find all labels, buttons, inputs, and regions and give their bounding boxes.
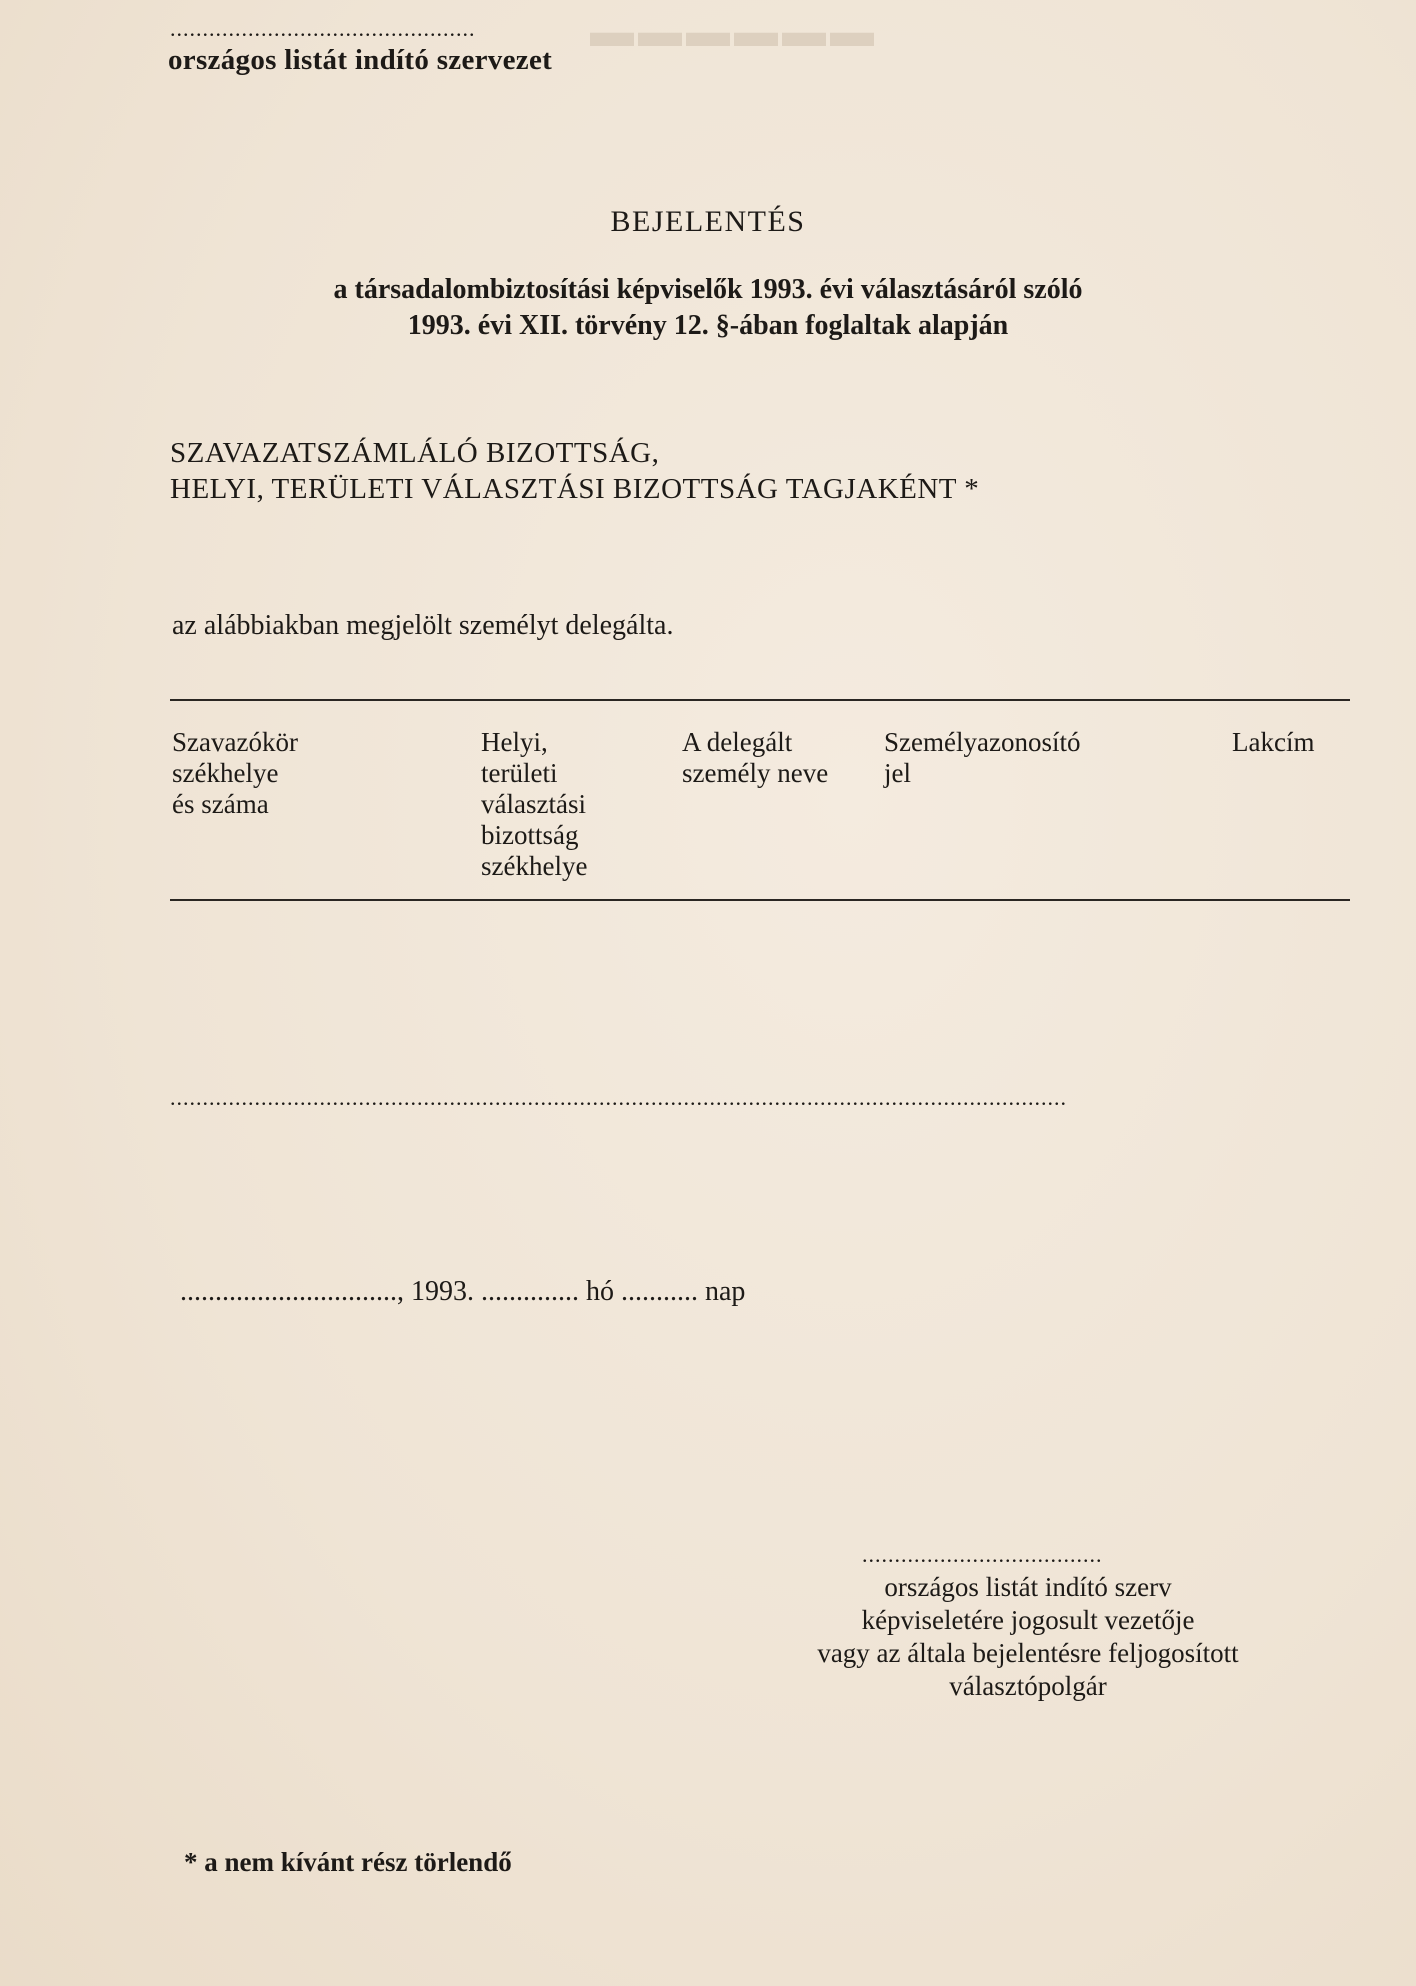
column-header-address: Lakcím [1232,727,1315,757]
table-top-rule [170,699,1350,701]
organization-dotted-line: ............................................... [170,18,476,40]
signature-dotted-line: ..................................... [862,1544,1103,1566]
column-header-personal-id: Személyazonosító jel [884,727,1081,788]
committee-line-2: HELYI, TERÜLETI VÁLASZTÁSI BIZOTTSÁG TAGJAKÉNT * [170,473,980,505]
signer-line-3: vagy az általa bejelentésre feljogosított [817,1638,1239,1668]
legal-basis-line-1: a társadalombiztosítási képviselők 1993. évi választásáról szóló [333,274,1083,305]
day-dots: ........... [621,1276,698,1307]
place-dots: ............................... [180,1276,397,1307]
month-label: hó [586,1276,614,1307]
column-header-polling-station: Szavazókör székhelye és száma [172,727,298,819]
signer-line-1: országos listát indító szerv [884,1572,1172,1602]
footnote: * a nem kívánt rész törlendő [184,1847,512,1877]
day-label: nap [705,1276,746,1307]
delegation-statement: az alábbiakban megjelölt személyt delegálta. [172,610,674,641]
organization-caption: országos listát indító szervezet [168,44,553,76]
table-bottom-rule [170,899,1350,901]
month-dots: .............. [481,1276,579,1307]
legal-basis-line-2: 1993. évi XII. törvény 12. §-ában foglaltak alapján [407,310,1009,341]
date-year: , 1993. [397,1276,474,1307]
bleed-through-heading: ▬▬▬▬▬▬ [590,7,878,56]
document-title: BEJELENTÉS [610,205,806,238]
signer-line-2: képviseletére jogosult vezetője [861,1605,1195,1635]
column-header-delegate-name: A delegált személy neve [682,727,829,788]
entry-dotted-line: .......................................................................................................................................... [170,1087,1067,1109]
column-header-election-committee: Helyi, területi választási bizottság székhelye [481,727,588,881]
committee-line-1: SZAVAZATSZÁMLÁLÓ BIZOTTSÁG, [170,437,660,469]
signer-line-4: választópolgár [949,1671,1107,1701]
date-line [180,1276,745,1308]
